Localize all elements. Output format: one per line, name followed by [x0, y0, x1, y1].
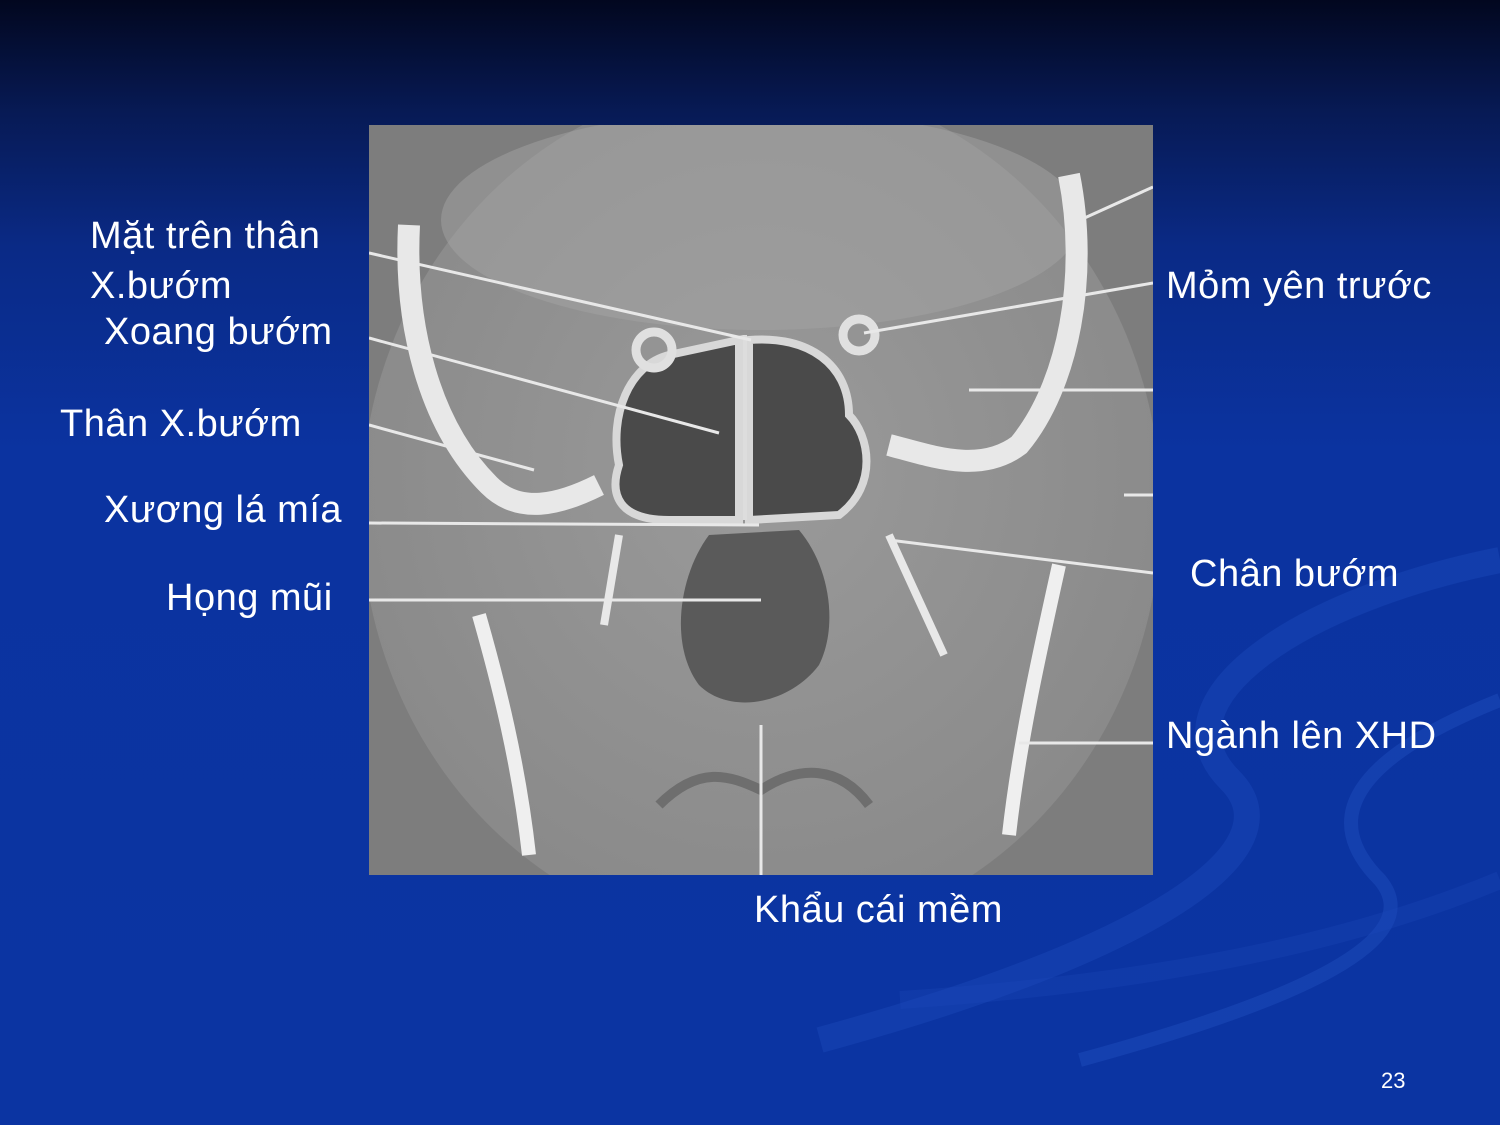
- ct-scan-image: [369, 125, 1153, 875]
- label-sphenoid-body: Thân X.bướm: [60, 403, 302, 445]
- label-superior-surface-line1: Mặt trên thân: [90, 215, 321, 257]
- label-anterior-clinoid: Mỏm yên trước: [1166, 265, 1432, 307]
- label-sphenoid-sinus: Xoang bướm: [104, 311, 333, 353]
- label-superior-surface-line2: X.bướm: [90, 265, 233, 307]
- label-mandible-ramus: Ngành lên XHD: [1166, 715, 1437, 757]
- label-vomer: Xương lá mía: [104, 489, 343, 531]
- label-pterygoid-process: Chân bướm: [1190, 553, 1400, 595]
- page-number: 23: [1381, 1068, 1406, 1093]
- label-soft-palate: Khẩu cái mềm: [754, 889, 1003, 931]
- label-nasopharynx: Họng mũi: [166, 577, 333, 619]
